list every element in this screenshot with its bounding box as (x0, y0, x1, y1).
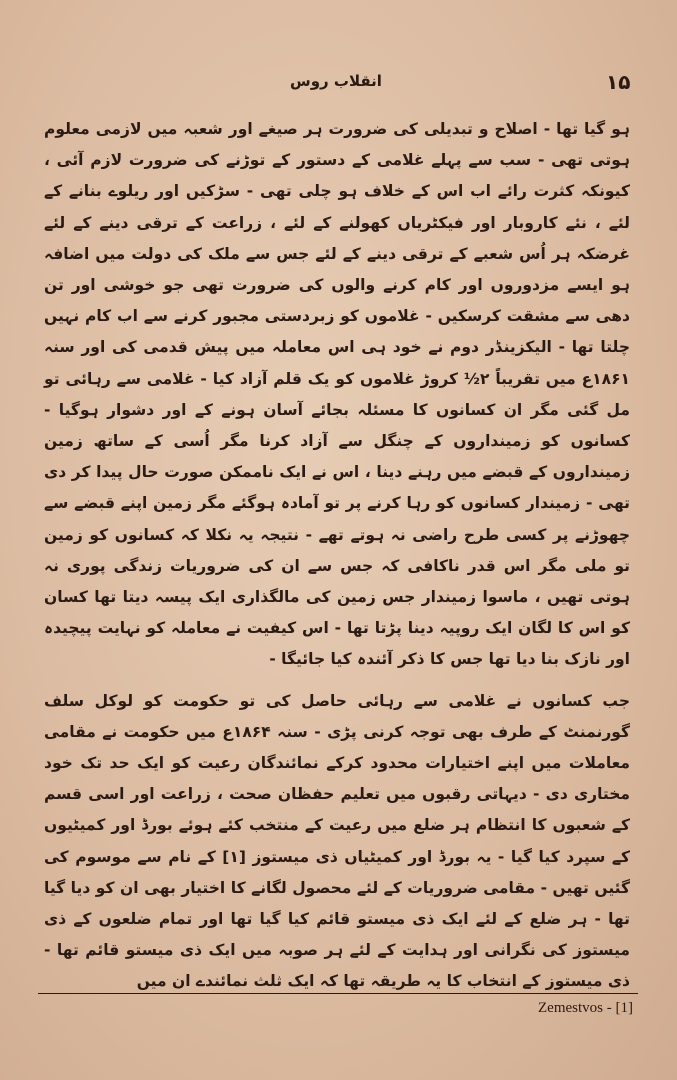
footnote: Zemestvos - [1] (538, 1000, 633, 1016)
body-text (44, 114, 630, 998)
footnote-divider (38, 993, 638, 994)
paragraph-2: جب کسانوں نے غلامی سے رہائی حاصل کی تو حکومت کو لوکل سلف گورنمنٹ کے طرف بھی توجہ کرنی پڑی - سنہ ۱۸۶۴ع میں حکومت نے مقامی معاملات میں اپنے اختیارات محدود کرکے نمائندگان رعیت کو ایک حد تک خود مختاری دی - دیہاتی رقبوں میں تعلیم حفظان صحت ، زراعت اور اسی قسم کے شعبوں کا انتظام ہر ضلع میں رعیت کے منتخب کئے ہوئے بورڈ اور کمیٹیوں کے سپرد کیا گیا - یہ بورڈ اور کمیٹیاں ذی میستوز [۱] کے نام سے موسوم کی گئیں تھیں - مقامی ضروریات کے لئے محصول لگانے کا اختیار بھی ان کو دیا گیا تھا - ہر ضلع کے لئے ایک ذی میستو قائم کیا گیا تھا اور تمام ضلعوں کے ذی میستوز کی نگرانی اور ہدایت کے لئے ہر صوبہ میں ایک ذی میستو قائم تھا - ذی میستوز کے انتخاب کا یہ طریقہ تھا کہ ایک ثلث نمائندے ان میں (44, 691, 630, 991)
page-number: ۱۵ (606, 70, 631, 94)
running-title: انقلاب روس (290, 72, 382, 90)
page-header (40, 64, 637, 104)
paragraph-1: ہو گیا تھا - اصلاح و تبدیلی کی ضرورت ہر صیغے اور شعبہ میں لازمی معلوم ہوتی تھی - سب سے پہلے غلامی کے دستور کے توڑنے کی ضرورت لازم آئی ، کیونکہ کثرت رائے اب اس کے خلاف ہو چلی تھی - سڑکیں اور ریلوے بنانے کے لئے ، نئے کاروبار اور فیکٹریاں کھولنے کے لئے ، زراعت کے ترقی دینے کے لئے غرضکہ ہر اُس شعبے کے ترقی دینے کے لئے جس سے ملک کی دولت میں اضافہ ہو ایسے مزدوروں اور کام کرنے والوں کی ضرورت تھی جو خوشی اور تن دھی سے مشقت کرسکیں - غلاموں کو زبردستی مجبور کرنے سے اب کام نہیں چلتا تھا - الیکزینڈر دوم نے خود ہی اس معاملہ میں پیش قدمی کی اور سنہ ۱۸۶۱ع میں تقریباً ۲½ کروڑ غلاموں کو یک قلم آزاد کیا - غلامی سے رہائی تو مل گئی مگر ان کسانوں کا مسئلہ بجائے آسان ہونے کے اور دشوار ہوگیا - کسانوں کو زمینداروں کے چنگل سے آزاد کرنا مگر اُسی کے ساتھ زمین زمینداروں کے قبضے میں رہنے دینا ، اس نے ایک ناممکن صورت حال پیدا کر دی تھی - زمیندار کسانوں کو رہا کرنے پر تو آمادہ ہوگئے مگر زمین اپنے قبضے سے چھوڑنے پر کسی طرح راضی نہ ہوتے تھے - نتیجہ یہ نکلا کہ کسانوں کو زمین تو ملی مگر اس قدر ناکافی کہ جس سے ان کی ضروریات زندگی پوری نہ ہوتی تھیں ، ماسوا زمیندار جس زمین کی مالگذاری ایک پیسہ دیتا تھا کسان کو اس کا لگان ایک روپیہ دینا پڑتا تھا - اس کیفیت نے معاملہ کو نہایت پیچیدہ اور نازک بنا دیا تھا جس کا ذکر آئندہ کیا جائیگا - (44, 120, 631, 669)
